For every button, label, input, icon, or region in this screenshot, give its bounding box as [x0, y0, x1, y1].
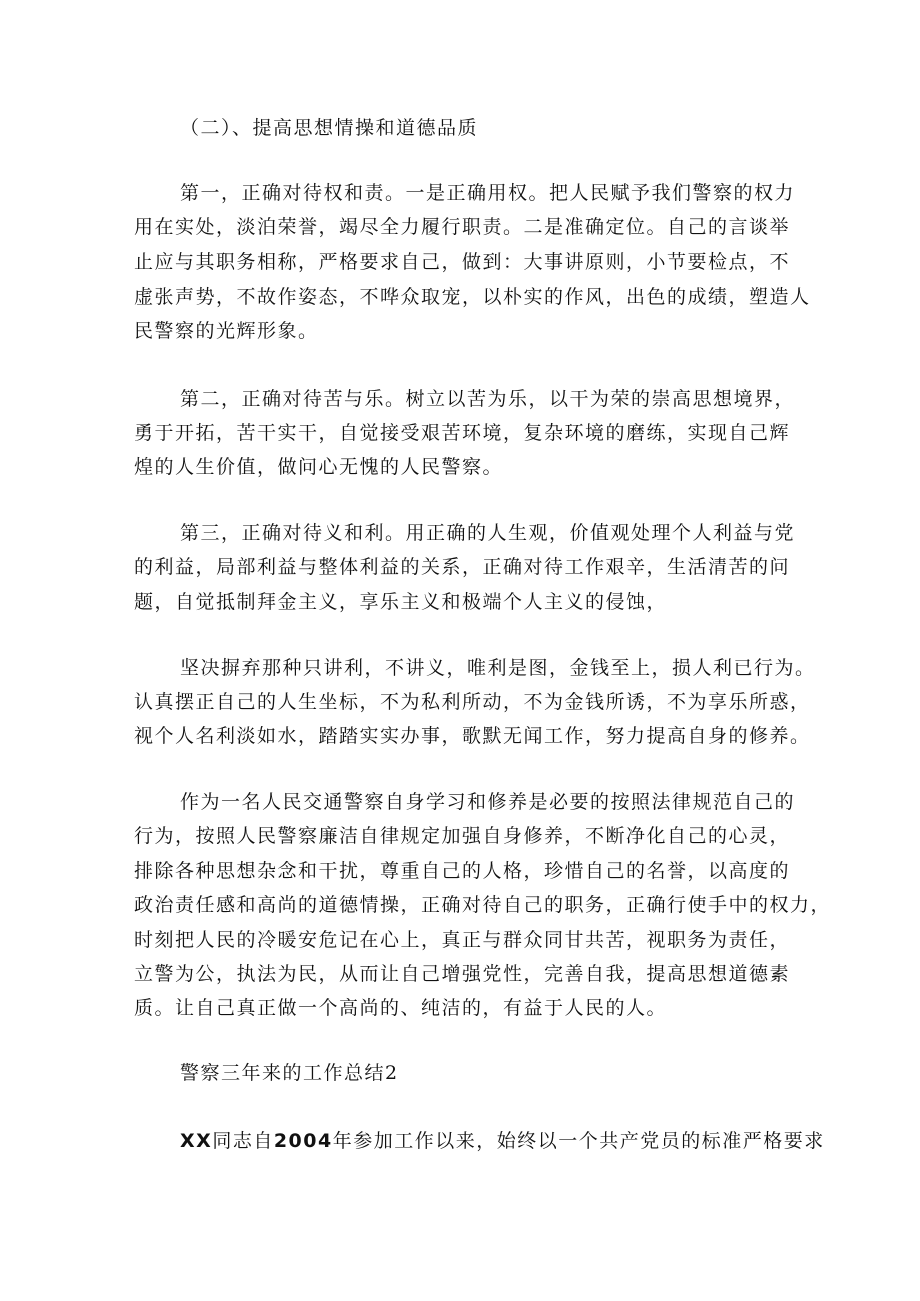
paragraph-1-line-2: 用在实处，淡泊荣誉，竭尽全力履行职责。二是准确定位。自己的言谈举: [134, 216, 791, 238]
paragraph-5-line-5: 时刻把人民的冷暖安危记在心上，真正与群众同甘共苦，视职务为责任，: [134, 929, 791, 951]
paragraph-5-line-1: 作为一名人民交通警察自身学习和修养是必要的按照法律规范自己的: [180, 791, 796, 813]
last-line-text-b: 年参加工作以来，始终以一个共产党员的标准严格要求: [332, 1130, 825, 1152]
paragraph-1-line-5: 民警察的光辉形象。: [134, 320, 319, 342]
paragraph-4-line-2: 认真摆正自己的人生坐标，不为私利所动，不为金钱所诱，不为享乐所惑，: [134, 691, 811, 713]
paragraph-5-line-4: 政治责任感和高尚的道德情操，正确对待自己的职务，正确行使手中的权力，: [134, 894, 832, 916]
paragraph-1-line-3: 止应与其职务相称，严格要求自己，做到：大事讲原则，小节要检点，不: [134, 251, 791, 273]
paragraph-3-line-3: 题，自觉抵制拜金主义，享乐主义和极端个人主义的侵蚀，: [134, 591, 668, 613]
start-year: 2004: [273, 1130, 333, 1152]
paragraph-2-line-1: 第二，正确对待苦与乐。树立以苦为乐，以干为荣的崇高思想境界，: [180, 388, 796, 410]
paragraph-4-line-1: 坚决摒弃那种只讲利，不讲义，唯利是图，金钱至上，损人利已行为。: [180, 657, 816, 679]
paragraph-4-line-3: 视个人名利淡如水，踏踏实实办事，歌默无闻工作，努力提高自身的修养。: [134, 725, 811, 747]
last-paragraph-line-1: [180, 1129, 825, 1153]
paragraph-5-line-6: 立警为公，执法为民，从而让自己增强党性，完善自我，提高思想道德素: [134, 963, 791, 985]
paragraph-2-line-3: 煌的人生价值，做问心无愧的人民警察。: [134, 456, 504, 478]
document-subtitle: 警察三年来的工作总结2: [180, 1062, 399, 1084]
paragraph-1-line-4: 虚张声势，不故作姿态，不哗众取宠，以朴实的作风，出色的成绩，塑造人: [134, 286, 811, 308]
section-heading: （二）、提高思想情操和道德品质: [180, 117, 479, 139]
paragraph-3-line-2: 的利益，局部利益与整体利益的关系，正确对待工作艰辛，生活清苦的问: [134, 556, 791, 578]
paragraph-2-line-2: 勇于开拓，苦干实干，自觉接受艰苦环境，复杂环境的磨练，实现自己辉: [134, 422, 791, 444]
paragraph-3-line-1: 第三，正确对待义和利。用正确的人生观，价值观处理个人利益与党: [180, 522, 796, 544]
name-placeholder: XX: [180, 1130, 213, 1152]
last-line-text-a: 同志自: [212, 1130, 274, 1152]
paragraph-5-line-3: 排除各种思想杂念和干扰，尊重自己的人格，珍惜自己的名誉，以高度的: [134, 860, 791, 882]
paragraph-5-line-2: 行为，按照人民警察廉洁自律规定加强自身修养，不断净化自己的心灵，: [134, 825, 791, 847]
paragraph-5-line-7: 质。让自己真正做一个高尚的、纯洁的，有益于人民的人。: [134, 997, 668, 1019]
paragraph-1-line-1: 第一，正确对待权和责。一是正确用权。把人民赋予我们警察的权力: [180, 182, 796, 204]
